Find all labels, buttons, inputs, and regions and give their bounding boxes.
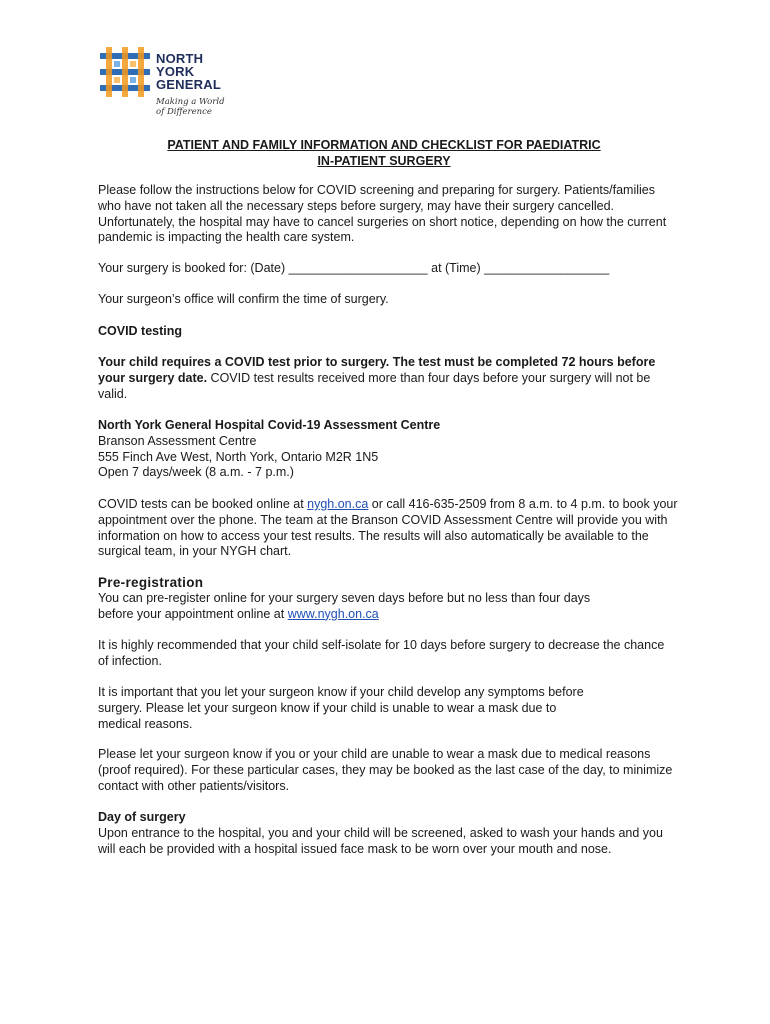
day-of-surgery-heading: Day of surgery — [98, 810, 186, 824]
preregistration-paragraph — [98, 591, 678, 623]
prereg-line-2-text: before your appointment online at — [98, 606, 288, 621]
logo-tagline-1: Making a World — [156, 97, 225, 107]
page-title — [98, 137, 670, 169]
logo-line-north: NORTH — [156, 51, 204, 66]
page-title-line-1: PATIENT AND FAMILY INFORMATION AND CHECKLIST FOR PAEDIATRIC — [167, 138, 601, 152]
logo-wordmark — [156, 52, 221, 91]
nygh-website-link[interactable]: www.nygh.on.ca — [287, 606, 379, 621]
centre-line-1: Branson Assessment Centre — [98, 433, 257, 448]
covid-heading: COVID testing — [98, 324, 183, 338]
nygh-logo — [100, 47, 260, 122]
logo-line-general: GENERAL — [156, 77, 221, 92]
covid-booking-pre: COVID tests can be booked online at — [98, 497, 308, 511]
symptoms-line-3: medical reasons. — [98, 716, 193, 731]
isolation-paragraph: It is highly recommended that your child self-isolate for 10 days before surgery to decrease the chance of infection. — [98, 638, 665, 668]
prereg-line-1: You can pre-register online for your surgery seven days before but no less than four days — [98, 591, 591, 605]
prereg-line-2 — [98, 607, 678, 623]
covid-requirement — [98, 355, 678, 402]
centre-name: North York General Hospital Covid-19 Assessment Centre — [98, 418, 441, 432]
mask-paragraph: Please let your surgeon know if you or your child are unable to wear a mask due to medical reasons (proof required). For these particular cases, they may be booked as the last case of the day, to minimize contact with other patients/visitors. — [98, 747, 673, 793]
symptoms-line-2: surgery. Please let your surgeon know if your child is unable to wear a mask due to — [98, 700, 557, 715]
page-title-line-2: IN-PATIENT SURGERY — [317, 154, 451, 168]
covid-booking-post: or call 416-635-2509 from 8 a.m. to 4 p.m. to book your appointment over the phone. The team at the Branson COVID Assessment Centre will provide you with information on how to access your test results. The results will also automatically be available to the surgical team, in your NYGH chart. — [98, 497, 678, 559]
logo-tagline-2: of Difference — [156, 107, 212, 117]
booking-line: Your surgery is booked for: (Date) ____________________ at (Time) __________________ — [98, 261, 610, 275]
nygh-link[interactable]: nygh.on.ca — [307, 497, 369, 511]
logo-line-york: YORK — [156, 64, 195, 79]
symptoms-line-1: It is important that you let your surgeon know if your child develop any symptoms before — [98, 685, 584, 699]
day-of-surgery-paragraph: Upon entrance to the hospital, you and your child will be screened, asked to wash your hands and you will each be provided with a hospital issued face mask to be worn over your mouth and nose. — [98, 826, 663, 856]
preregistration-heading: Pre-registration — [98, 575, 204, 590]
centre-line-3: Open 7 days/week (8 a.m. - 7 p.m.) — [98, 465, 294, 480]
covid-booking-paragraph — [98, 497, 678, 560]
centre-line-2: 555 Finch Ave West, North York, Ontario M2R 1N5 — [98, 449, 379, 464]
nygh-logo-mark-icon — [100, 47, 150, 97]
confirm-paragraph: Your surgeon’s office will confirm the time of surgery. — [98, 292, 389, 306]
assessment-centre-block — [98, 418, 678, 481]
covid-requirement-bold: Your child requires a COVID test prior to surgery. The test must be completed 72 hours before your surgery date. — [98, 355, 656, 385]
covid-requirement-rest: COVID test results received more than four days before your surgery will not be valid. — [98, 370, 651, 401]
logo-tagline — [156, 97, 225, 117]
symptoms-paragraph — [98, 685, 678, 732]
intro-paragraph: Please follow the instructions below for COVID screening and preparing for surgery. Patients/families who have not taken all the necessary steps before surgery, may have their surgery cancelled. Unfortunately, the hospital may have to cancel surgeries on short notice, depending on how the current pandemic is impacting the health care system. — [98, 183, 667, 245]
